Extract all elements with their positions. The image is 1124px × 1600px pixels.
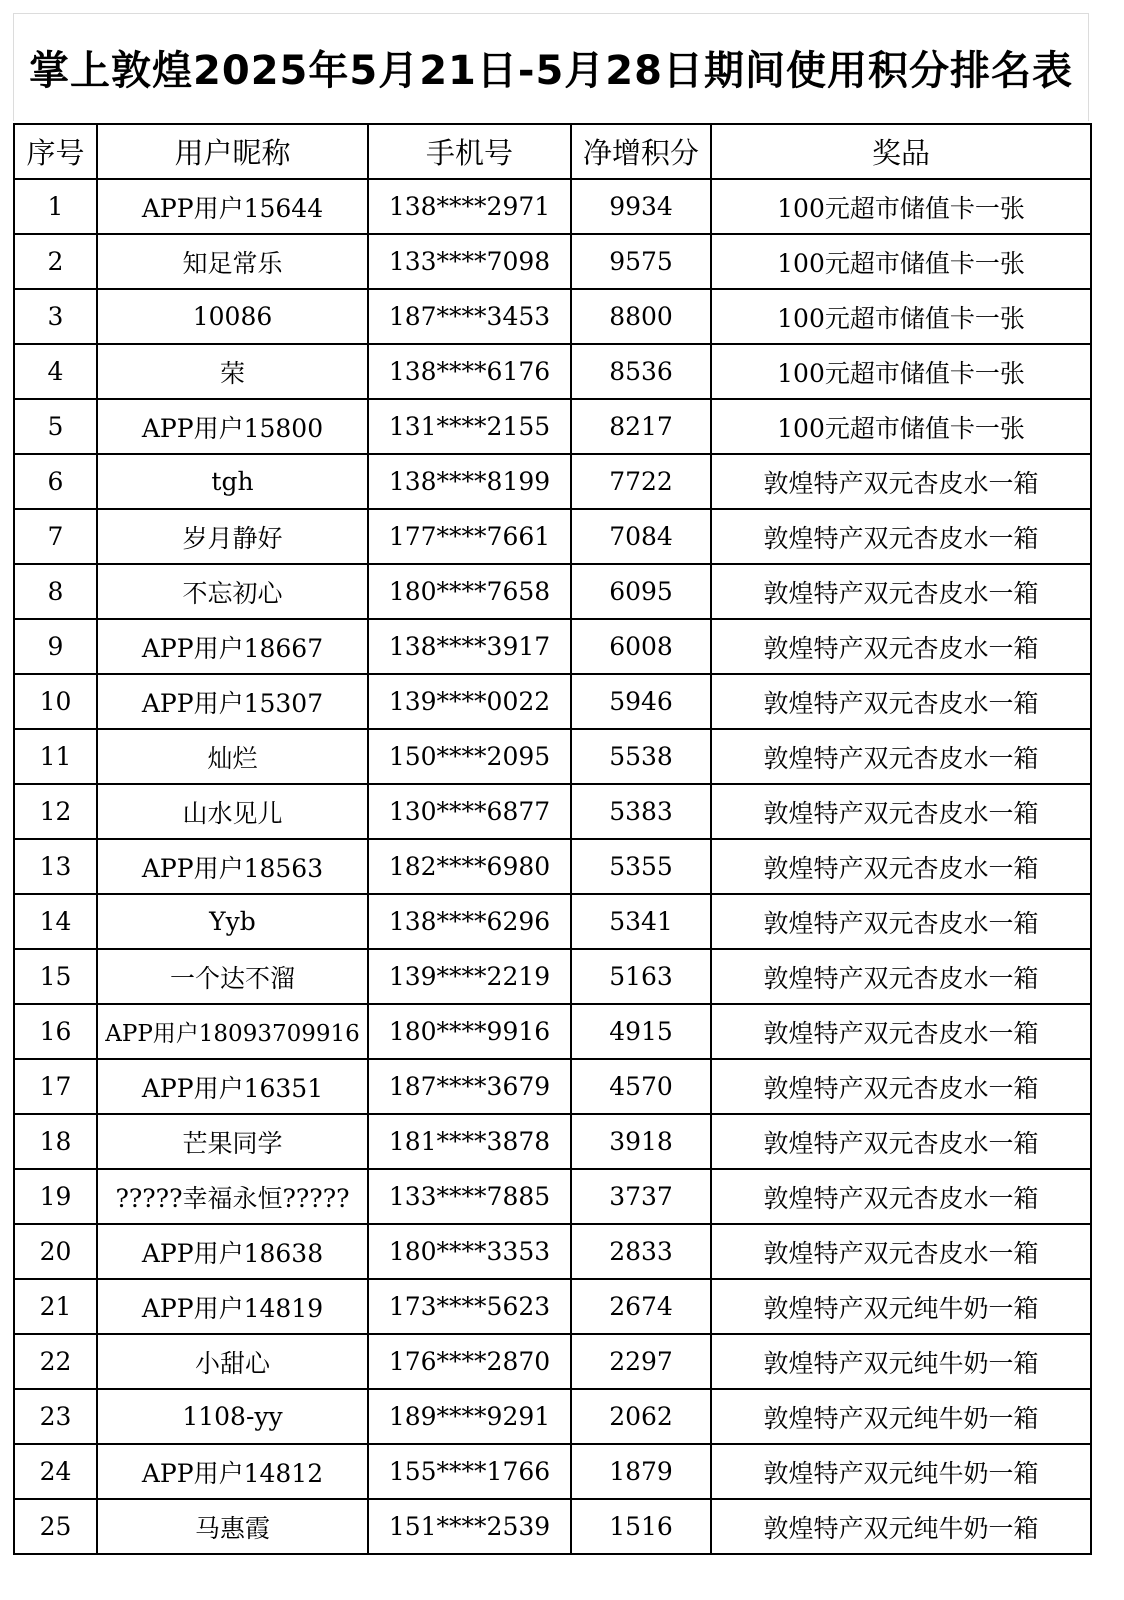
table-row [14,1334,1091,1389]
cell-nickname: 知足常乐 [97,234,368,289]
cell-nickname: 不忘初心 [97,564,368,619]
cell-points: 5946 [571,674,711,729]
column-header-nickname: 用户昵称 [97,124,368,179]
table-row [14,179,1091,234]
ranking-sheet [13,13,1089,1600]
cell-prize: 敦煌特产双元杏皮水一箱 [711,564,1091,619]
cell-prize: 敦煌特产双元杏皮水一箱 [711,729,1091,784]
cell-points: 6095 [571,564,711,619]
cell-no: 21 [14,1279,97,1334]
cell-phone: 138****6176 [368,344,571,399]
cell-nickname: APP用户16351 [97,1059,368,1114]
cell-nickname: 灿烂 [97,729,368,784]
cell-no: 11 [14,729,97,784]
cell-nickname: APP用户14812 [97,1444,368,1499]
cell-no: 14 [14,894,97,949]
cell-prize: 敦煌特产双元杏皮水一箱 [711,894,1091,949]
table-row [14,1004,1091,1059]
cell-points: 8800 [571,289,711,344]
column-header-phone: 手机号 [368,124,571,179]
cell-no: 17 [14,1059,97,1114]
cell-prize: 敦煌特产双元杏皮水一箱 [711,1224,1091,1279]
cell-no: 16 [14,1004,97,1059]
cell-prize: 敦煌特产双元杏皮水一箱 [711,454,1091,509]
cell-nickname: Yyb [97,894,368,949]
cell-points: 8536 [571,344,711,399]
table-header-row [14,124,1091,179]
table-row [14,839,1091,894]
cell-prize: 敦煌特产双元杏皮水一箱 [711,1004,1091,1059]
cell-no: 10 [14,674,97,729]
table-row [14,564,1091,619]
cell-phone: 151****2539 [368,1499,571,1554]
column-header-no: 序号 [14,124,97,179]
cell-phone: 155****1766 [368,1444,571,1499]
cell-phone: 173****5623 [368,1279,571,1334]
cell-phone: 187****3453 [368,289,571,344]
cell-points: 2833 [571,1224,711,1279]
cell-points: 5341 [571,894,711,949]
table-row [14,509,1091,564]
cell-nickname: APP用户15644 [97,179,368,234]
cell-no: 13 [14,839,97,894]
cell-nickname: 1108-yy [97,1389,368,1444]
cell-phone: 131****2155 [368,399,571,454]
cell-prize: 敦煌特产双元杏皮水一箱 [711,674,1091,729]
cell-phone: 139****0022 [368,674,571,729]
cell-prize: 敦煌特产双元杏皮水一箱 [711,784,1091,839]
cell-prize: 敦煌特产双元杏皮水一箱 [711,1059,1091,1114]
cell-no: 12 [14,784,97,839]
cell-phone: 130****6877 [368,784,571,839]
cell-nickname: tgh [97,454,368,509]
table-row [14,674,1091,729]
cell-points: 5538 [571,729,711,784]
table-row [14,1389,1091,1444]
cell-prize: 敦煌特产双元纯牛奶一箱 [711,1334,1091,1389]
cell-prize: 敦煌特产双元纯牛奶一箱 [711,1389,1091,1444]
cell-points: 5163 [571,949,711,1004]
cell-prize: 100元超市储值卡一张 [711,399,1091,454]
cell-prize: 100元超市储值卡一张 [711,234,1091,289]
cell-nickname: 小甜心 [97,1334,368,1389]
table-row [14,454,1091,509]
cell-nickname: ?????幸福永恒????? [97,1169,368,1224]
cell-no: 15 [14,949,97,1004]
cell-nickname: APP用户18563 [97,839,368,894]
cell-prize: 敦煌特产双元杏皮水一箱 [711,1169,1091,1224]
table-row [14,399,1091,454]
table-row [14,729,1091,784]
cell-no: 25 [14,1499,97,1554]
cell-points: 1879 [571,1444,711,1499]
cell-points: 6008 [571,619,711,674]
cell-phone: 138****6296 [368,894,571,949]
cell-nickname: 荣 [97,344,368,399]
cell-prize: 100元超市储值卡一张 [711,289,1091,344]
cell-no: 2 [14,234,97,289]
table-row [14,234,1091,289]
cell-phone: 133****7885 [368,1169,571,1224]
cell-nickname: APP用户18093709916 [97,1004,368,1059]
cell-phone: 177****7661 [368,509,571,564]
cell-no: 1 [14,179,97,234]
table-row [14,1059,1091,1114]
table-row [14,1224,1091,1279]
cell-nickname: APP用户18667 [97,619,368,674]
cell-no: 20 [14,1224,97,1279]
cell-points: 8217 [571,399,711,454]
cell-no: 24 [14,1444,97,1499]
cell-no: 8 [14,564,97,619]
cell-prize: 敦煌特产双元纯牛奶一箱 [711,1279,1091,1334]
cell-nickname: 山水见儿 [97,784,368,839]
table-row [14,1499,1091,1554]
cell-nickname: APP用户18638 [97,1224,368,1279]
cell-prize: 敦煌特产双元杏皮水一箱 [711,619,1091,674]
cell-phone: 180****9916 [368,1004,571,1059]
table-row [14,344,1091,399]
cell-prize: 敦煌特产双元杏皮水一箱 [711,509,1091,564]
table-row [14,1114,1091,1169]
cell-phone: 176****2870 [368,1334,571,1389]
page-title: 掌上敦煌2025年5月21日-5月28日期间使用积分排名表 [29,48,1073,94]
cell-points: 7084 [571,509,711,564]
cell-nickname: 芒果同学 [97,1114,368,1169]
cell-no: 4 [14,344,97,399]
cell-points: 4570 [571,1059,711,1114]
cell-points: 5355 [571,839,711,894]
title-box [13,13,1089,121]
cell-phone: 180****7658 [368,564,571,619]
cell-phone: 138****8199 [368,454,571,509]
cell-phone: 187****3679 [368,1059,571,1114]
table-row [14,1444,1091,1499]
cell-prize: 100元超市储值卡一张 [711,179,1091,234]
table-row [14,289,1091,344]
cell-prize: 敦煌特产双元纯牛奶一箱 [711,1444,1091,1499]
cell-nickname: 马惠霞 [97,1499,368,1554]
cell-prize: 敦煌特产双元杏皮水一箱 [711,1114,1091,1169]
cell-nickname: APP用户15307 [97,674,368,729]
cell-nickname: 岁月静好 [97,509,368,564]
cell-phone: 180****3353 [368,1224,571,1279]
ranking-table [13,123,1092,1555]
table-body [14,179,1091,1554]
cell-prize: 敦煌特产双元纯牛奶一箱 [711,1499,1091,1554]
cell-phone: 138****3917 [368,619,571,674]
table-row [14,619,1091,674]
cell-points: 5383 [571,784,711,839]
cell-nickname: 10086 [97,289,368,344]
cell-no: 19 [14,1169,97,1224]
cell-points: 3918 [571,1114,711,1169]
cell-prize: 敦煌特产双元杏皮水一箱 [711,839,1091,894]
column-header-points: 净增积分 [571,124,711,179]
cell-points: 9575 [571,234,711,289]
cell-points: 1516 [571,1499,711,1554]
cell-phone: 181****3878 [368,1114,571,1169]
cell-nickname: APP用户15800 [97,399,368,454]
table-row [14,1279,1091,1334]
cell-points: 2674 [571,1279,711,1334]
cell-prize: 100元超市储值卡一张 [711,344,1091,399]
cell-no: 3 [14,289,97,344]
table-row [14,894,1091,949]
cell-no: 18 [14,1114,97,1169]
cell-nickname: APP用户14819 [97,1279,368,1334]
cell-no: 7 [14,509,97,564]
table-row [14,784,1091,839]
cell-phone: 189****9291 [368,1389,571,1444]
cell-phone: 139****2219 [368,949,571,1004]
cell-prize: 敦煌特产双元杏皮水一箱 [711,949,1091,1004]
cell-no: 22 [14,1334,97,1389]
cell-phone: 133****7098 [368,234,571,289]
column-header-prize: 奖品 [711,124,1091,179]
cell-points: 9934 [571,179,711,234]
cell-phone: 150****2095 [368,729,571,784]
cell-points: 2062 [571,1389,711,1444]
cell-points: 2297 [571,1334,711,1389]
cell-phone: 138****2971 [368,179,571,234]
cell-phone: 182****6980 [368,839,571,894]
cell-no: 9 [14,619,97,674]
cell-no: 5 [14,399,97,454]
cell-no: 6 [14,454,97,509]
cell-points: 4915 [571,1004,711,1059]
cell-nickname: 一个达不溜 [97,949,368,1004]
cell-no: 23 [14,1389,97,1444]
cell-points: 3737 [571,1169,711,1224]
table-row [14,1169,1091,1224]
table-row [14,949,1091,1004]
cell-points: 7722 [571,454,711,509]
